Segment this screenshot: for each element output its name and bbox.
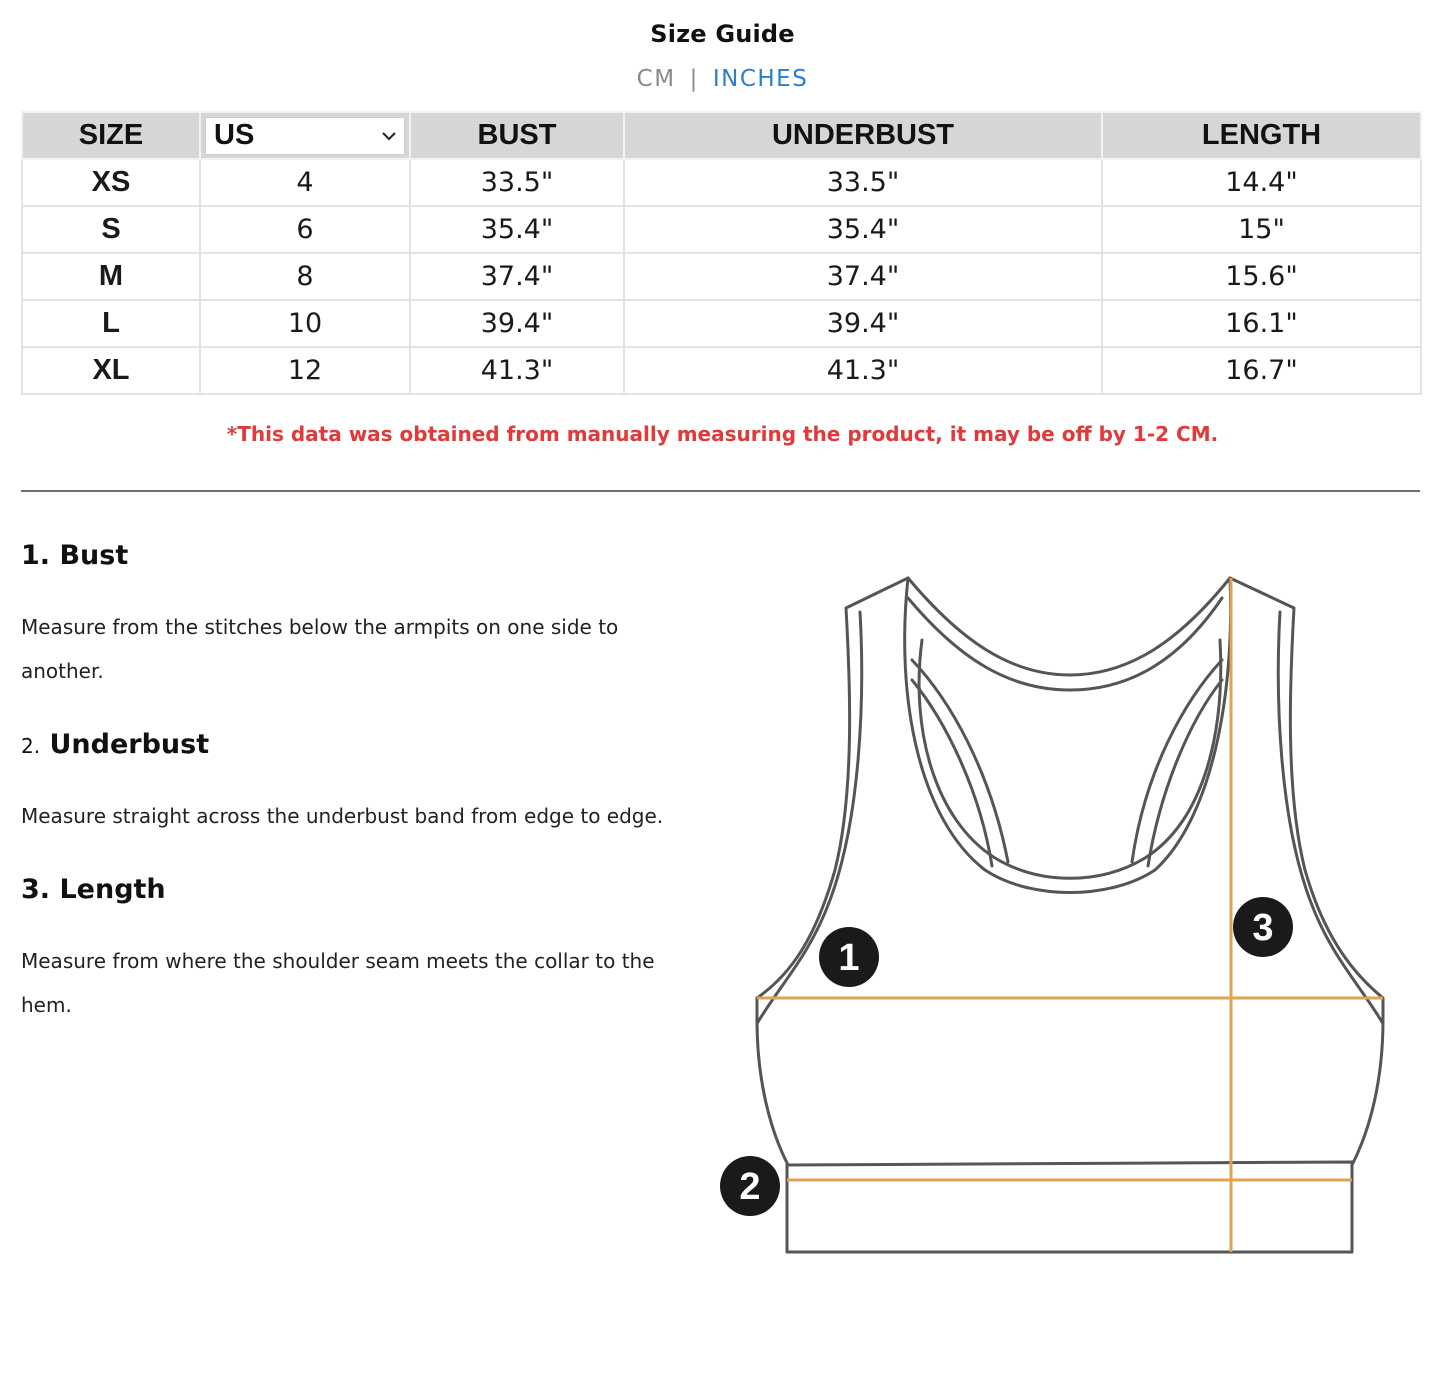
- guide-underbust-text: Measure straight across the underbust band from edge to edge.: [21, 804, 664, 828]
- marker-3: [1233, 897, 1293, 957]
- sports-bra-diagram: [700, 560, 1420, 1280]
- header-length: LENGTH: [1102, 112, 1421, 159]
- size-table: [21, 111, 1422, 395]
- cell-length: 15.6": [1102, 253, 1421, 300]
- cell-length: 16.1": [1102, 300, 1421, 347]
- guide-length: [21, 874, 701, 1027]
- chevron-down-icon: [380, 127, 398, 145]
- guide-bust-title: Bust: [59, 540, 129, 571]
- cell-length: 16.7": [1102, 347, 1421, 394]
- cell-bust: 39.4": [410, 300, 624, 347]
- cell-underbust: 33.5": [624, 159, 1102, 206]
- region-select[interactable]: [205, 117, 405, 155]
- cell-length: 15": [1102, 206, 1421, 253]
- measurement-disclaimer: *This data was obtained from manually measuring the product, it may be off by 1-2 CM.: [226, 422, 1219, 446]
- guide-length-text: Measure from where the shoulder seam meets the collar to the hem.: [21, 949, 655, 1017]
- cell-length: 14.4": [1102, 159, 1421, 206]
- marker-2: [720, 1156, 780, 1216]
- guide-underbust: [21, 729, 701, 838]
- cell-size: XL: [22, 347, 200, 394]
- guide-underbust-title: Underbust: [49, 729, 210, 760]
- cell-us: 4: [200, 159, 410, 206]
- table-row: [22, 159, 1421, 206]
- unit-inches-button[interactable]: INCHES: [712, 66, 809, 92]
- header-size: SIZE: [22, 112, 200, 159]
- guide-bust-text: Measure from the stitches below the armpits on one side to another.: [21, 615, 619, 683]
- marker-1-label: 1: [838, 937, 860, 979]
- guide-length-heading: [21, 874, 701, 905]
- unit-cm-button[interactable]: CM: [636, 66, 676, 92]
- cell-size: S: [22, 206, 200, 253]
- guide-length-number: 3.: [21, 874, 51, 905]
- cell-us: 8: [200, 253, 410, 300]
- unit-separator: |: [689, 66, 699, 92]
- header-bust: BUST: [410, 112, 624, 159]
- cell-us: 10: [200, 300, 410, 347]
- header-underbust: UNDERBUST: [624, 112, 1102, 159]
- cell-bust: 35.4": [410, 206, 624, 253]
- marker-3-label: 3: [1252, 907, 1274, 949]
- section-divider: [21, 490, 1420, 492]
- cell-underbust: 39.4": [624, 300, 1102, 347]
- table-header-row: [22, 112, 1421, 159]
- marker-2-label: 2: [739, 1166, 761, 1208]
- cell-underbust: 37.4": [624, 253, 1102, 300]
- cell-underbust: 35.4": [624, 206, 1102, 253]
- guide-bust-heading: [21, 540, 701, 571]
- guide-underbust-number: 2.: [21, 734, 41, 758]
- cell-size: M: [22, 253, 200, 300]
- marker-1: [819, 927, 879, 987]
- cell-bust: 41.3": [410, 347, 624, 394]
- page-title: Size Guide: [650, 20, 795, 48]
- guide-bust-number: 1.: [21, 540, 51, 571]
- cell-size: L: [22, 300, 200, 347]
- guide-underbust-heading: [21, 729, 701, 760]
- cell-us: 12: [200, 347, 410, 394]
- guide-bust: [21, 540, 701, 693]
- cell-us: 6: [200, 206, 410, 253]
- table-row: [22, 347, 1421, 394]
- unit-toggle: [0, 66, 1445, 92]
- table-row: [22, 206, 1421, 253]
- cell-bust: 37.4": [410, 253, 624, 300]
- table-row: [22, 253, 1421, 300]
- table-row: [22, 300, 1421, 347]
- header-region: [200, 112, 410, 159]
- cell-underbust: 41.3": [624, 347, 1102, 394]
- cell-size: XS: [22, 159, 200, 206]
- cell-bust: 33.5": [410, 159, 624, 206]
- region-select-value: US: [214, 119, 255, 151]
- guide-length-title: Length: [59, 874, 166, 905]
